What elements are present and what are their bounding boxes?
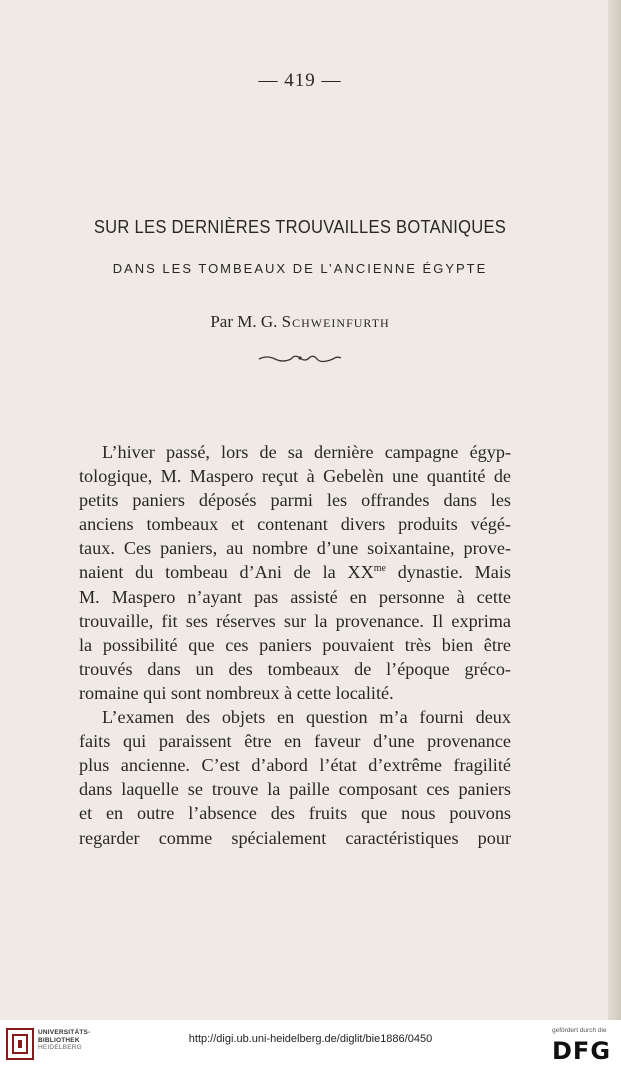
text-line: romaine qui sont nombreux à cette localité.: [79, 682, 394, 703]
text-line-with-superscript: [79, 560, 511, 584]
digitization-footer: [0, 1020, 621, 1066]
library-name-line: BIBLIOTHEK: [38, 1036, 80, 1044]
page-edge: [608, 0, 621, 1020]
text-segment: naient du tombeau d’Ani de la XX: [79, 562, 374, 583]
superscript: me: [373, 563, 386, 575]
author-line: [0, 312, 600, 332]
library-name-line: UNIVERSITÄTS-: [38, 1029, 91, 1036]
text-line: L’hiver passé, lors de sa dernière campagne égyp-: [102, 442, 511, 462]
ornament-divider-icon: [255, 350, 345, 366]
text-line: petits paniers déposés parmi les offrandes dans les: [79, 490, 511, 511]
text-segment: dynastie. Mais: [385, 562, 511, 583]
text-line: taux. Ces paniers, au nombre d’une soixantaine, prove-: [79, 538, 511, 559]
text-line: trouvaille, fit ses réserves sur la provenance. Il exprima: [79, 610, 511, 631]
author-prefix: Par M. G.: [210, 312, 278, 331]
article-subtitle: DANS LES TOMBEAUX DE L’ANCIENNE ÉGYPTE: [112, 261, 488, 276]
text-line: et en outre l’absence des fruits que nous pouvons: [79, 803, 511, 824]
article-title: SUR LES DERNIÈRES TROUVAILLES BOTANIQUES: [93, 217, 507, 237]
text-line: L’examen des objets en question m’a fourni deux: [102, 707, 511, 728]
dfg-logo: DFG: [552, 1037, 612, 1065]
paragraph-1: [79, 440, 511, 705]
text-line: M. Maspero n’ayant pas assisté en personne à cette: [79, 586, 511, 607]
library-name-line: HEIDELBERG: [38, 1044, 82, 1051]
paragraph-2: [79, 705, 511, 850]
funding-note: gefördert durch die: [552, 1027, 607, 1034]
text-line: trouvés dans un des tombeaux de l’époque gréco-: [79, 658, 511, 679]
page-number: — 419 —: [258, 70, 342, 91]
text-line: tologique, M. Maspero reçut à Gebelèn une quantité de: [79, 466, 511, 487]
text-line: regarder comme spécialement caractéristiques pour: [79, 827, 511, 848]
text-line: plus ancienne. C’est d’abord l’état d’extrême fragilité: [79, 755, 511, 776]
source-url-link[interactable]: http://digi.ub.uni-heidelberg.de/diglit/bie1886/0450: [188, 1033, 433, 1045]
body-text: [79, 440, 511, 850]
text-line: faits qui paraissent être en faveur d’une provenance: [79, 731, 511, 752]
author-name: Schweinfurth: [281, 312, 390, 331]
text-line: dans laquelle se trouve la paille composant ces paniers: [79, 779, 511, 800]
text-line: la possibilité que ces paniers pouvaient très bien être: [79, 634, 511, 655]
text-line: anciens tombeaux et contenant divers produits végé-: [79, 514, 511, 535]
